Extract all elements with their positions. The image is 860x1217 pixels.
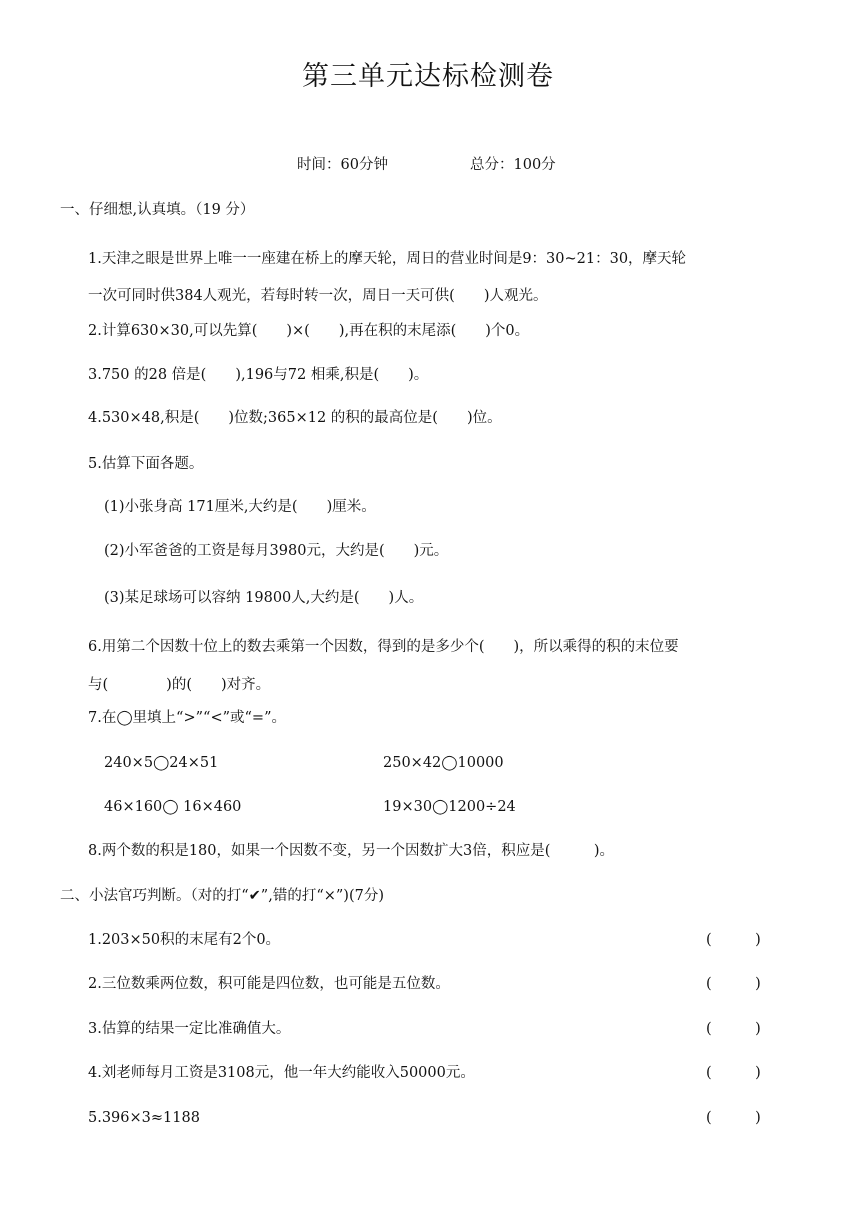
question-5-3: (3)某足球场可以容纳 19800人,大约是( )人。: [104, 590, 424, 606]
section1-heading: 一、仔细想,认真填。（19 分）: [60, 202, 255, 218]
question-4: 4.530×48,积是( )位数;365×12 的积的最高位是( )位。: [88, 410, 502, 426]
question-3: 3.750 的28 倍是( ),196与72 相乘,积是( )。: [88, 367, 429, 383]
question-7-b: 250×42◯10000: [383, 755, 504, 771]
question-6-line2: 与( )的( )对齐。: [88, 677, 271, 693]
question-8: 8.两个数的积是180，如果一个因数不变，另一个因数扩大3倍，积应是( )。: [88, 843, 615, 859]
question-5-1: (1)小张身高 171厘米,大约是( )厘米。: [104, 499, 376, 515]
question-5-2: (2)小军爸爸的工资是每月3980元，大约是( )元。: [104, 543, 449, 559]
judge-item-5: 5.396×3≈1188: [88, 1110, 200, 1126]
question-1-line2: 一次可同时供384人观光，若每时转一次，周日一天可供( )人观光。: [88, 288, 548, 304]
judge-answer-bracket-2[interactable]: ( ): [706, 976, 761, 992]
question-6-line1: 6.用第二个因数十位上的数去乘第一个因数，得到的是多少个( )，所以乘得的积的末位要: [88, 639, 679, 655]
judge-answer-bracket-1[interactable]: ( ): [706, 932, 761, 948]
judge-answer-bracket-5[interactable]: ( ): [706, 1110, 761, 1126]
question-5: 5.估算下面各题。: [88, 456, 204, 472]
exam-total-score: 总分：100分: [470, 157, 556, 173]
question-7: 7.在◯里填上“>”“<”或“=”。: [88, 710, 286, 726]
judge-item-1: 1.203×50积的末尾有2个0。: [88, 932, 281, 948]
exam-time: 时间：60分钟: [297, 157, 388, 173]
question-7-d: 19×30◯1200÷24: [383, 799, 516, 815]
judge-item-3: 3.估算的结果一定比准确值大。: [88, 1021, 291, 1037]
page-title: 第三单元达标检测卷: [302, 61, 554, 92]
section2-heading: 二、小法官巧判断。（对的打“✔”,错的打“×”)(7分): [60, 888, 385, 904]
question-2: 2.计算630×30,可以先算( )×( ),再在积的末尾添( )个0。: [88, 323, 530, 339]
judge-item-2: 2.三位数乘两位数，积可能是四位数，也可能是五位数。: [88, 976, 450, 992]
judge-answer-bracket-4[interactable]: ( ): [706, 1065, 761, 1081]
question-7-a: 240×5◯24×51: [104, 755, 219, 771]
question-1-line1: 1.天津之眼是世界上唯一一座建在桥上的摩天轮，周日的营业时间是9：30~21：30，摩天轮: [88, 251, 687, 267]
judge-item-4: 4.刘老师每月工资是3108元，他一年大约能收入50000元。: [88, 1065, 475, 1081]
question-7-c: 46×160◯ 16×460: [104, 799, 242, 815]
judge-answer-bracket-3[interactable]: ( ): [706, 1021, 761, 1037]
